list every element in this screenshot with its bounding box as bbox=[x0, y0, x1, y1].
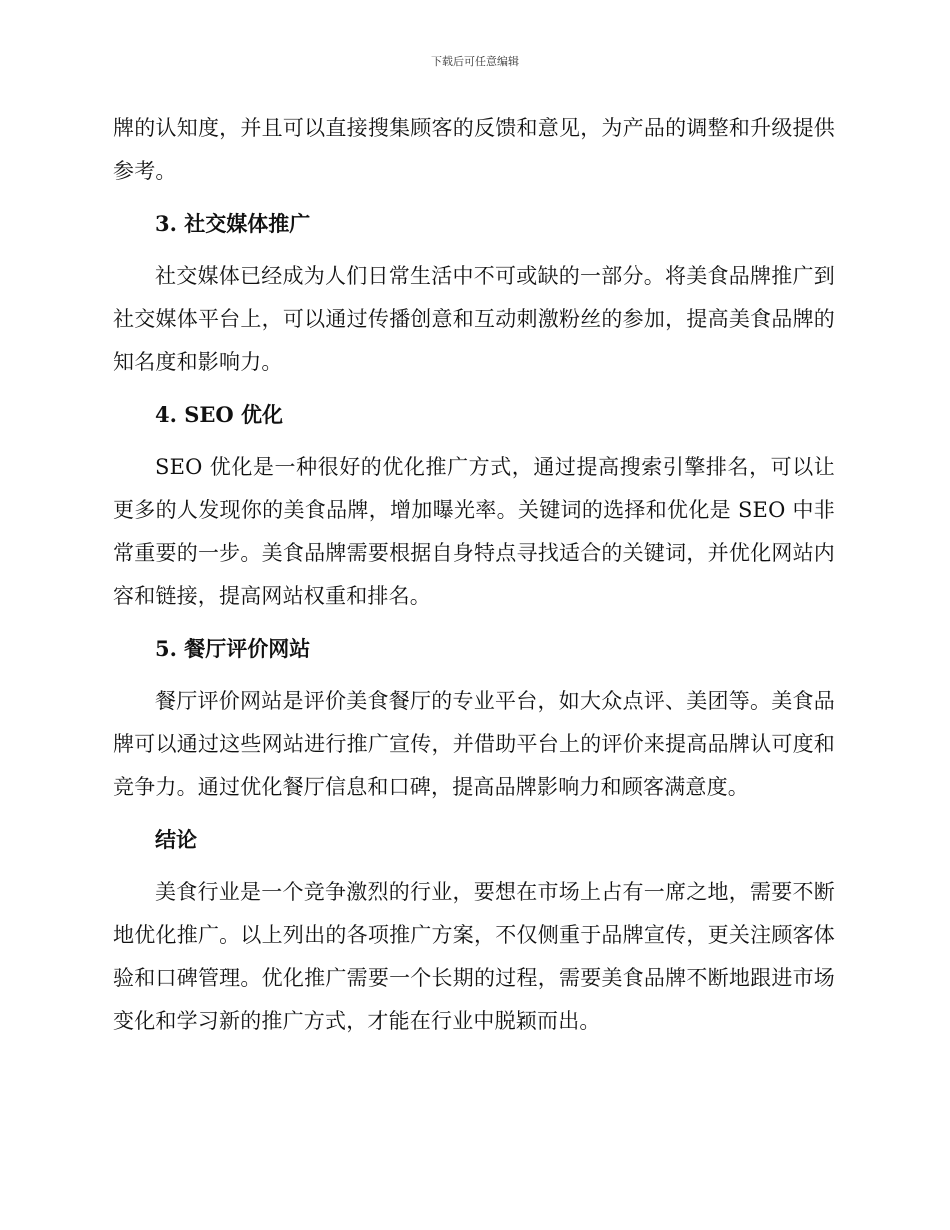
section-heading-review-sites: 5. 餐厅评价网站 bbox=[155, 636, 311, 661]
section-heading-conclusion: 结论 bbox=[155, 827, 197, 852]
social-media-paragraph: 社交媒体已经成为人们日常生活中不可或缺的一部分。将美食品牌推广到社交媒体平台上，可以通过传播创意和互动刺激粉丝的参加，提高美食品牌的知名度和影响力。 bbox=[113, 264, 835, 374]
seo-paragraph: SEO 优化是一种很好的优化推广方式，通过提高搜索引擎排名，可以让更多的人发现你的美食品牌，增加曝光率。关键词的选择和优化是 SEO 中非常重要的一步。美食品牌需要根据自身特点寻找适合的关键词，并优化网站内容和链接，提高网站权重和排名。 bbox=[113, 455, 835, 608]
conclusion-paragraph: 美食行业是一个竞争激烈的行业，要想在市场上占有一席之地，需要不断地优化推广。以上列出的各项推广方案，不仅侧重于品牌宣传，更关注顾客体验和口碑管理。优化推广需要一个长期的过程，需要美食品牌不断地跟进市场变化和学习新的推广方式，才能在行业中脱颖而出。 bbox=[113, 880, 835, 1033]
review-sites-paragraph: 餐厅评价网站是评价美食餐厅的专业平台，如大众点评、美团等。美食品牌可以通过这些网站进行推广宣传，并借助平台上的评价来提高品牌认可度和竞争力。通过优化餐厅信息和口碑，提高品牌影响力和顾客满意度。 bbox=[113, 689, 835, 799]
section-heading-seo: 4. SEO 优化 bbox=[155, 402, 284, 427]
section-heading-social-media: 3. 社交媒体推广 bbox=[155, 211, 311, 236]
intro-continuation-paragraph: 牌的认知度，并且可以直接搜集顾客的反馈和意见，为产品的调整和升级提供参考。 bbox=[113, 116, 835, 183]
page-header: 下载后可任意编辑 bbox=[431, 55, 519, 68]
document-body bbox=[113, 107, 835, 1059]
